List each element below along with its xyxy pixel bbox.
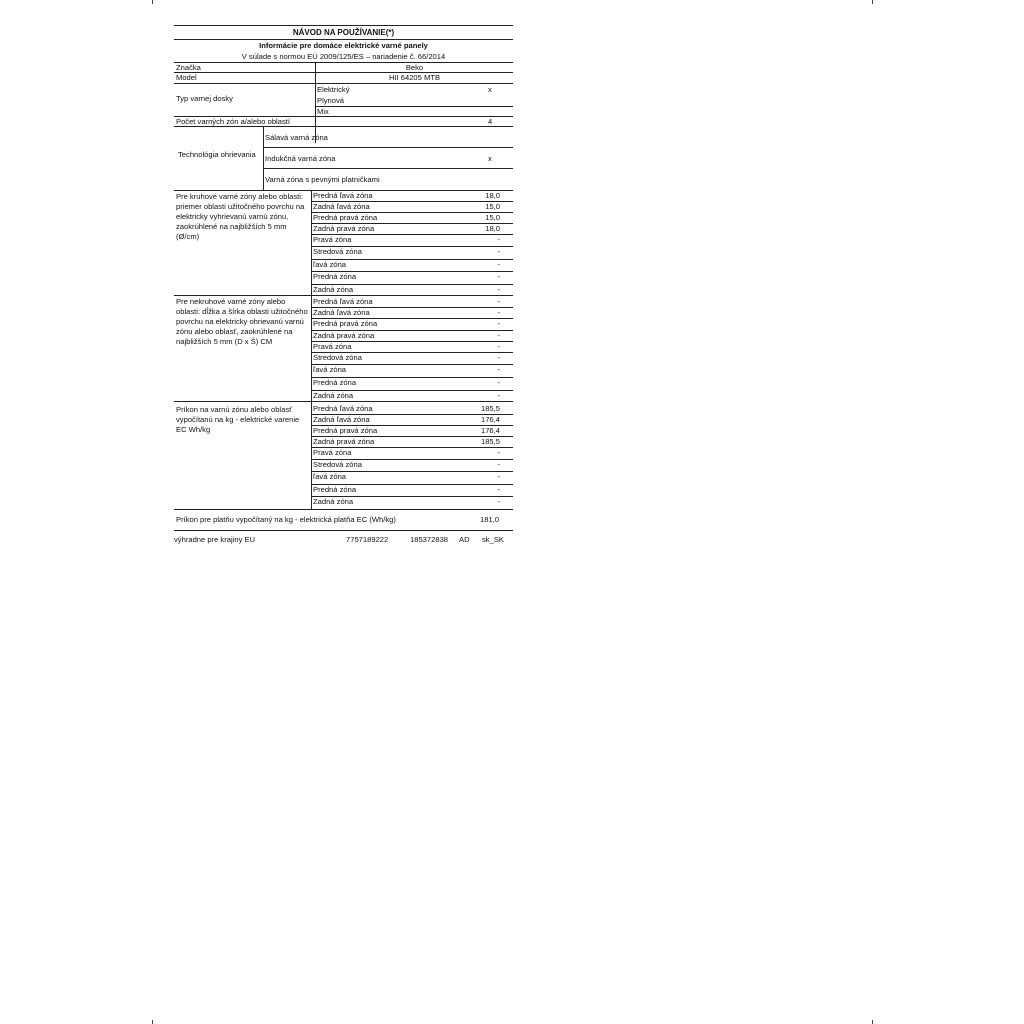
- energy-zone-name: Pravá zóna: [313, 448, 352, 457]
- footer-code2: 185372838: [410, 535, 449, 544]
- noncircular-zone-name: Predná ľavá zóna: [313, 297, 373, 306]
- noncircular-zone-name: Zadná ľavá zóna: [313, 308, 370, 317]
- footer-note: výhradne pre krajiny EU: [174, 535, 256, 544]
- noncircular-zone-value: -: [497, 319, 500, 328]
- circular-zone-value: 18,0: [485, 191, 500, 200]
- energy-zone-name: Predná pravá zóna: [313, 426, 378, 435]
- hob-type-option: Plynová: [317, 96, 345, 105]
- circular-zone-name: ľavá zóna: [313, 260, 347, 269]
- circular-zone-name: Predná pravá zóna: [313, 213, 378, 222]
- noncircular-zone-value: -: [497, 308, 500, 317]
- hob-type-option: Mix: [317, 107, 329, 116]
- noncircular-zone-name: Zadná pravá zóna: [313, 331, 375, 340]
- zones-count-label: Počet varných zón a/alebo oblastí: [176, 117, 290, 126]
- hob-type-option: Elektrický: [317, 85, 350, 94]
- circular-zone-name: Predná ľavá zóna: [313, 191, 373, 200]
- circular-zone-name: Zadná zóna: [313, 285, 354, 294]
- circular-zone-name: Predná zóna: [313, 272, 357, 281]
- crop-mark: [872, 0, 877, 4]
- heating-tech-option: Indukčná varná zóna: [265, 154, 336, 163]
- noncircular-zone-name: Predná pravá zóna: [313, 319, 378, 328]
- crop-mark: [872, 1020, 877, 1024]
- heating-tech-option: Sálavá varná zóna: [265, 133, 328, 142]
- circular-zone-name: Pravá zóna: [313, 235, 352, 244]
- energy-zone-name: Zadná ľavá zóna: [313, 415, 370, 424]
- heating-tech-label: Technológia ohrievania: [178, 150, 256, 159]
- noncircular-zone-value: -: [497, 342, 500, 351]
- zones-count-value: 4: [488, 117, 493, 126]
- energy-label: Príkon na varnú zónu alebo oblasť vypočítanú na kg - elektrické varenie EC Wh/kg: [176, 405, 300, 434]
- brand-label: Značka: [176, 63, 201, 72]
- noncircular-zone-value: -: [497, 331, 500, 340]
- circular-zone-value: 18,0: [485, 224, 500, 233]
- circular-zone-name: Zadná pravá zóna: [313, 224, 375, 233]
- energy-zone-value: -: [497, 485, 500, 494]
- energy-zone-value: -: [497, 448, 500, 457]
- energy-zone-value: -: [497, 497, 500, 506]
- energy-zone-name: Zadná zóna: [313, 497, 354, 506]
- energy-zone-name: ľavá zóna: [313, 472, 347, 481]
- heating-tech-option: Varná zóna s pevnými platničkami: [265, 175, 380, 184]
- energy-zone-value: 185,5: [480, 437, 500, 446]
- doc-subtitle: Informácie pre domáce elektrické varné panely: [259, 41, 428, 50]
- doc-title: NÁVOD NA POUŽÍVANIE(*): [292, 28, 395, 37]
- energy-zone-value: -: [497, 472, 500, 481]
- hob-total-value: 181,0: [480, 515, 500, 524]
- energy-zone-name: Stredová zóna: [313, 460, 362, 469]
- energy-zone-value: 185,5: [480, 404, 500, 413]
- footer-code1: 7757189222: [346, 535, 389, 544]
- noncircular-zone-value: -: [497, 365, 500, 374]
- circular-zone-value: -: [497, 285, 500, 294]
- circular-zone-value: -: [497, 272, 500, 281]
- noncircular-zone-value: -: [497, 297, 500, 306]
- noncircular-zone-value: -: [497, 353, 500, 362]
- norm-text: V súlade s normou EÚ 2009/125/ES – nariadenie č. 66/2014: [241, 52, 446, 61]
- hob-type-label: Typ varnej dosky: [176, 94, 233, 103]
- energy-zone-value: -: [497, 460, 500, 469]
- noncircular-zone-value: -: [497, 391, 500, 400]
- circular-zone-name: Zadná ľavá zóna: [313, 202, 370, 211]
- circular-zone-name: Stredová zóna: [313, 247, 362, 256]
- noncircular-zone-name: ľavá zóna: [313, 365, 347, 374]
- circular-zone-value: 15,0: [485, 202, 500, 211]
- footer-rev: AD: [459, 535, 470, 544]
- circular-zone-value: 15,0: [485, 213, 500, 222]
- circular-zone-value: -: [497, 260, 500, 269]
- heating-tech-mark: x: [488, 154, 492, 163]
- energy-zone-value: 176,4: [480, 415, 500, 424]
- noncircular-zone-value: -: [497, 378, 500, 387]
- crop-mark: [152, 0, 157, 4]
- hob-type-mark: x: [488, 85, 492, 94]
- crop-mark: [152, 1020, 157, 1024]
- noncircular-zone-name: Predná zóna: [313, 378, 357, 387]
- brand-value: Beko: [405, 63, 424, 72]
- noncircular-zone-name: Stredová zóna: [313, 353, 362, 362]
- model-value: HII 64205 MTB: [388, 73, 441, 82]
- footer-lang: sk_SK: [482, 535, 504, 544]
- energy-zone-name: Zadná pravá zóna: [313, 437, 375, 446]
- energy-zone-name: Predná zóna: [313, 485, 357, 494]
- noncircular-zone-name: Pravá zóna: [313, 342, 352, 351]
- energy-zone-name: Predná ľavá zóna: [313, 404, 373, 413]
- model-label: Model: [176, 73, 197, 82]
- energy-zone-value: 176,4: [480, 426, 500, 435]
- hob-total-label: Príkon pre platňu vypočítaný na kg - elektrická platňa EC (Wh/kg): [176, 515, 396, 524]
- circular-zone-value: -: [497, 247, 500, 256]
- circular-label: Pre kruhové varné zóny alebo oblasti: priemer oblasti užitočného povrchu na elektricky vyhrievanú varnú zónu, zaokrúhlené na najbližších 5 mm (Ø/cm): [176, 192, 305, 241]
- circular-zone-value: -: [497, 235, 500, 244]
- noncircular-label: Pre nekruhové varné zóny alebo oblasti: dĺžka a šírka oblasti užitočného povrchu na elektricky ohrievanú varnú zónu alebo oblasť, zaokrúhlené na najbližších 5 mm (D x Š) CM: [176, 297, 308, 346]
- noncircular-zone-name: Zadná zóna: [313, 391, 354, 400]
